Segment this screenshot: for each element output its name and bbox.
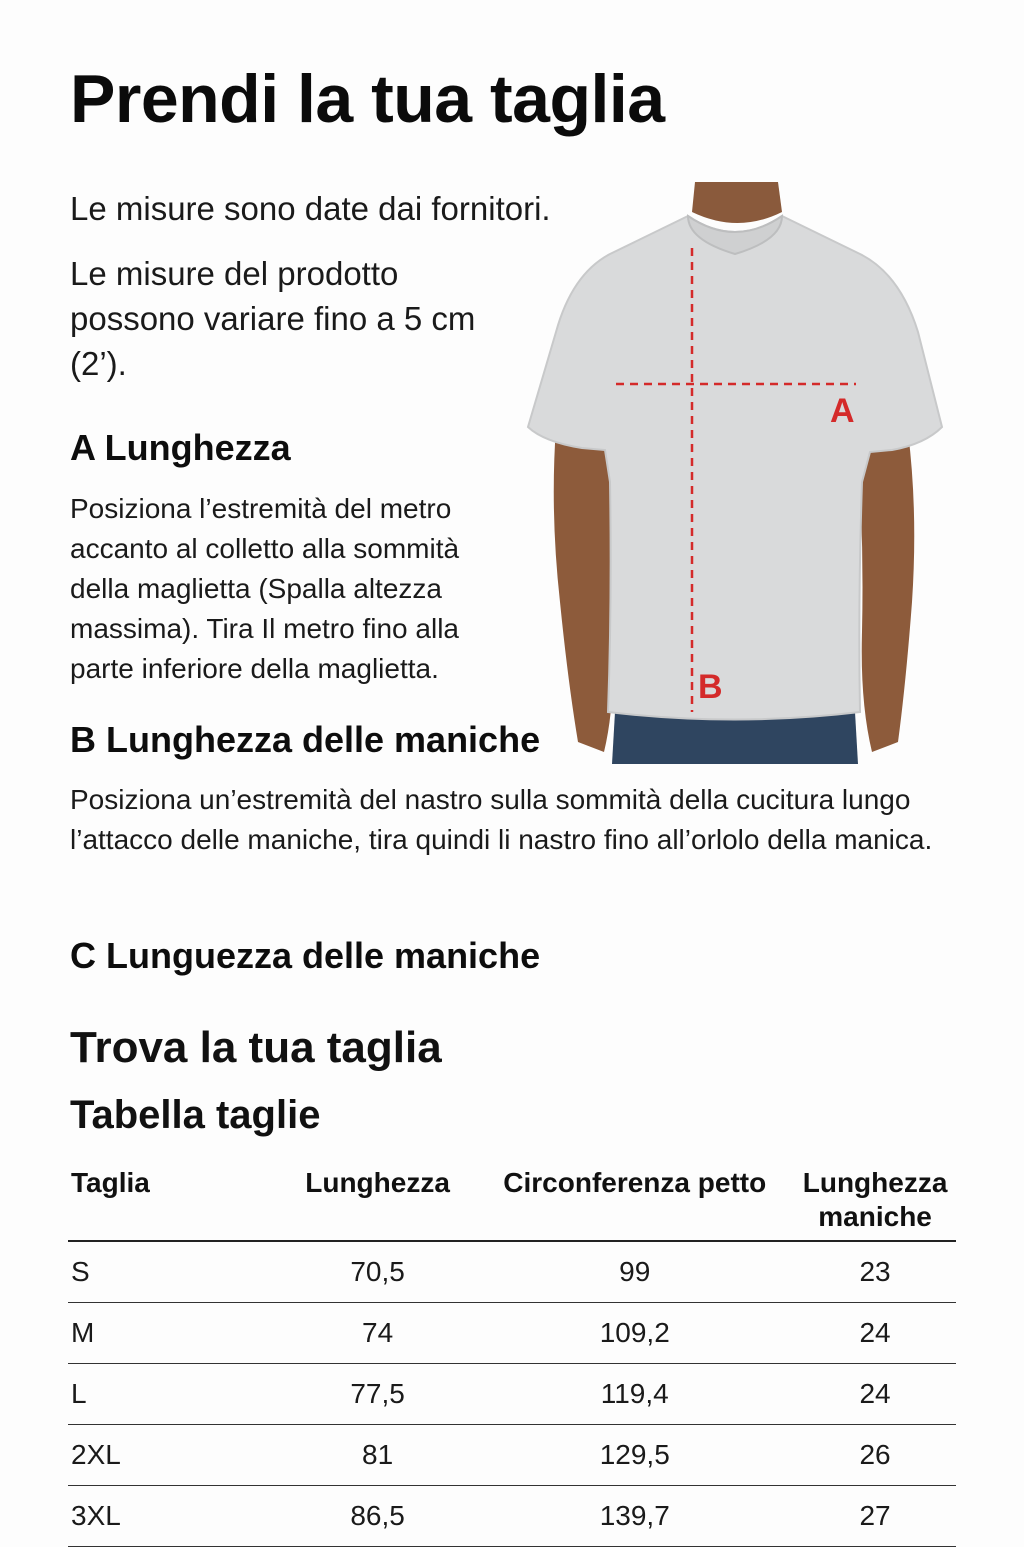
model-neck xyxy=(692,182,782,223)
cell-chest: 119,4 xyxy=(475,1364,794,1425)
cell-chest: 129,5 xyxy=(475,1425,794,1486)
supplier-note: Le misure sono date dai fornitori. xyxy=(70,190,551,227)
variation-note: Le misure del prodotto possono variare fino a 5 cm (2’). xyxy=(70,255,476,382)
cell-sleeve: 26 xyxy=(794,1425,956,1486)
cell-size: M xyxy=(68,1303,280,1364)
size-table-title: Tabella taglie xyxy=(70,1093,321,1137)
cell-size: 2XL xyxy=(68,1425,280,1486)
section-a-heading: A Lunghezza xyxy=(70,427,291,468)
cell-sleeve: 24 xyxy=(794,1303,956,1364)
size-table-header-row xyxy=(68,1160,956,1241)
cell-length: 70,5 xyxy=(280,1241,476,1303)
section-b-heading: B Lunghezza delle maniche xyxy=(70,719,541,760)
cell-length: 86,5 xyxy=(280,1486,476,1547)
cell-length: 81 xyxy=(280,1425,476,1486)
table-row xyxy=(68,1364,956,1425)
cell-length: 77,5 xyxy=(280,1364,476,1425)
table-row xyxy=(68,1241,956,1303)
marker-a: A xyxy=(830,392,855,430)
tshirt-measurement-illustration xyxy=(520,182,950,764)
column-header-chest: Circonferenza petto xyxy=(475,1160,794,1241)
cell-length: 74 xyxy=(280,1303,476,1364)
section-a-text: Posiziona l’estremità del metro accanto al colletto alla sommità della maglietta (Spalla altezza massima). Tira Il metro fino alla parte inferiore della maglietta. xyxy=(70,493,460,684)
column-header-length: Lunghezza xyxy=(280,1160,476,1241)
marker-b: B xyxy=(698,668,723,706)
table-row xyxy=(68,1303,956,1364)
section-b-text: Posiziona un’estremità del nastro sulla sommità della cucitura lungo l’attacco delle maniche, tira quindi li nastro fino all’orlolo della manica. xyxy=(70,784,933,855)
page-title: Prendi la tua taglia xyxy=(70,61,665,137)
table-row xyxy=(68,1486,956,1547)
cell-chest: 139,7 xyxy=(475,1486,794,1547)
column-header-size: Taglia xyxy=(68,1160,280,1241)
size-table xyxy=(68,1160,956,1547)
cell-sleeve: 24 xyxy=(794,1364,956,1425)
cell-size: 3XL xyxy=(68,1486,280,1547)
size-finder-title: Trova la tua taglia xyxy=(70,1023,442,1072)
cell-chest: 109,2 xyxy=(475,1303,794,1364)
column-header-sleeve: Lunghezza maniche xyxy=(794,1160,956,1241)
cell-size: S xyxy=(68,1241,280,1303)
model-right-arm xyxy=(858,432,914,752)
table-row xyxy=(68,1425,956,1486)
cell-chest: 99 xyxy=(475,1241,794,1303)
cell-sleeve: 23 xyxy=(794,1241,956,1303)
section-c-heading: C Lunguezza delle maniche xyxy=(70,935,541,976)
cell-size: L xyxy=(68,1364,280,1425)
cell-sleeve: 27 xyxy=(794,1486,956,1547)
model-left-arm xyxy=(554,427,613,752)
